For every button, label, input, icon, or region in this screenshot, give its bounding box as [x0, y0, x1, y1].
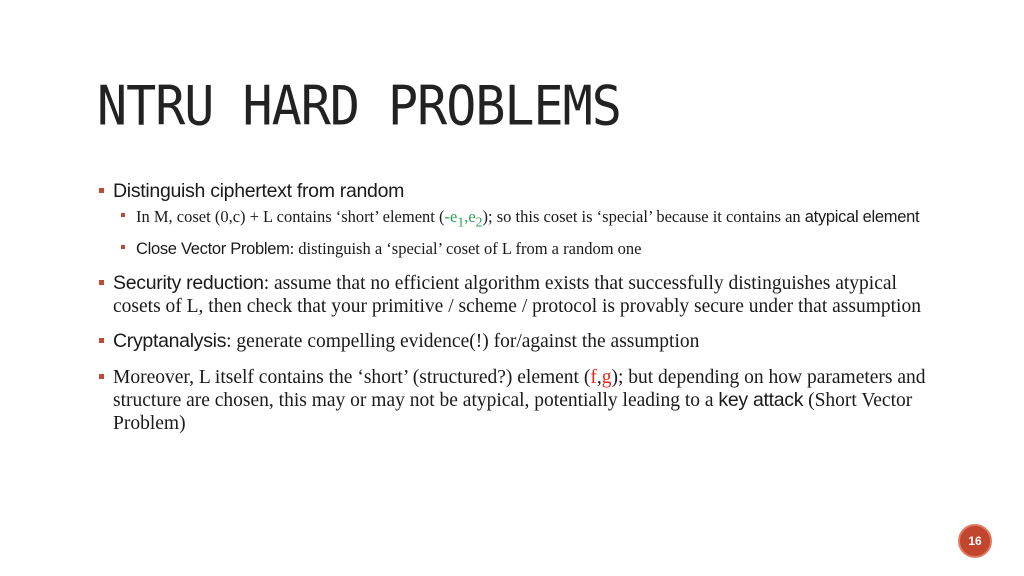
e2-subscript: 2 — [475, 214, 483, 230]
slide-body — [97, 180, 927, 435]
element-e1-text: -e — [444, 207, 458, 226]
bullet-lead-text: Distinguish ciphertext from random — [113, 180, 405, 202]
comma-text: , — [596, 367, 602, 389]
sub-bullet-cvp — [97, 238, 927, 260]
bullet-square-icon — [99, 374, 104, 379]
bullet-security-reduction — [97, 272, 927, 318]
sub-bullet-square-icon — [121, 245, 125, 249]
sub-bullet-coset — [97, 206, 927, 232]
e1-subscript: 1 — [457, 214, 465, 230]
page-number: 16 — [968, 534, 982, 548]
element-f-text: f — [590, 367, 597, 389]
element-g-text: g — [601, 367, 612, 389]
cryptanalysis-rest-text: : generate compelling evidence(!) for/against the assumption — [226, 331, 700, 353]
coset-text: In M, coset (0,c) + L contains ‘short’ element ( — [136, 207, 445, 226]
element-e2-text: ,e — [464, 207, 476, 226]
bullet-square-icon — [99, 188, 104, 193]
special-coset-text: ); so this coset is ‘special’ because it contains an — [482, 207, 805, 226]
atypical-element-text: atypical element — [804, 208, 920, 226]
bullet-moreover — [97, 366, 927, 435]
cryptanalysis-lead-text: Cryptanalysis — [113, 330, 227, 353]
bullet-distinguish — [97, 180, 927, 203]
slide-title: NTRU HARD PROBLEMS — [97, 74, 621, 138]
security-lead-text: Security reduction — [113, 272, 264, 295]
depending-text: ); but depending on how parameters and structure are chosen, this may or may not be atypical, potentially leading to a — [113, 367, 926, 412]
moreover-text: Moreover, L itself contains the ‘short’ (structured?) element ( — [113, 367, 591, 389]
security-rest-text: : assume that no efficient algorithm exists that successfully distinguishes atypical cosets of L, then check that your primitive / scheme / protocol is provably secure under that assumption — [113, 273, 921, 318]
key-attack-text: key attack — [718, 389, 804, 412]
cvp-rest-text: : distinguish a ‘special’ coset of L from a random one — [289, 239, 642, 259]
svp-text: (Short Vector Problem) — [113, 390, 913, 435]
bullet-square-icon — [99, 338, 104, 343]
bullet-square-icon — [99, 280, 104, 285]
page-number-badge — [958, 524, 992, 558]
sub-bullet-square-icon — [121, 213, 125, 217]
cvp-lead-text: Close Vector Problem — [136, 240, 290, 259]
bullet-cryptanalysis — [97, 330, 927, 353]
